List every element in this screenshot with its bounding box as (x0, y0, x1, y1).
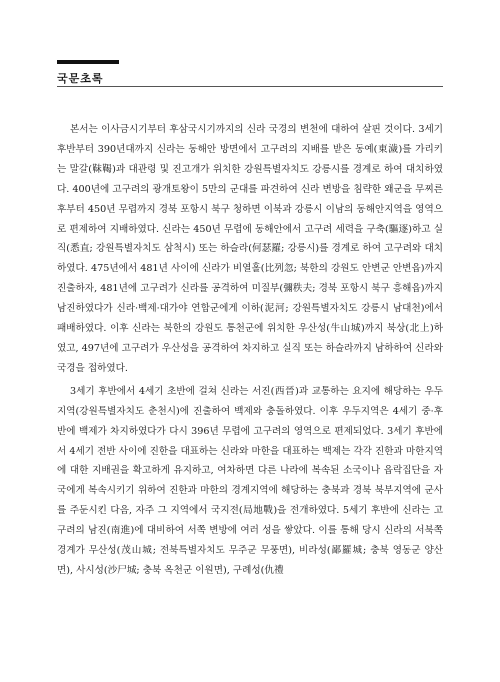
section-heading: 국문초록 (57, 72, 104, 85)
abstract-body (57, 120, 443, 581)
paragraph-1: 본서는 이사금시기부터 후삼국시기까지의 신라 국경의 변천에 대하여 살핀 것이다. 3세기 후반부터 390년대까지 신라는 동해안 방면에서 고구려의 지배를 받은 동예(東濊)를 가리키는 말갈(靺鞨)과 대관령 및 진고개가 위치한 강원특별자치도 강릉시를 경계로 하여 대치하였다. 400년에 고구려의 광개토왕이 5만의 군대를 파견하여 신라 변방을 침략한 왜군을 무찌른 후부터 450년 무렵까지 경북 포항시 북구 청하면 이북과 강릉시 이남의 동해안지역을 영역으로 편제하여 지배하였다. 신라는 450년 무렵에 동해안에서 고구려 세력을 구축(驅逐)하고 실직(悉直; 강원특별자치도 삼척시) 또는 하슬라(何瑟羅; 강릉시)를 경계로 하여 고구려와 대치하였다. 475년에서 481년 사이에 신라가 비열홀(比列忽; 북한의 강원도 안변군 안변읍)까지 진출하자, 481년에 고구려가 신라를 공격하여 미질부(彌秩夫; 경북 포항시 북구 흥해읍)까지 남진하였다가 신라·백제·대가야 연합군에게 이하(泥河; 강원특별자치도 강릉시 남대천)에서 패배하였다. 이후 신라는 북한의 강원도 통천군에 위치한 우산성(牛山城)까지 북상(北上)하였고, 497년에 고구려가 우산성을 공격하여 차지하고 실직 또는 하슬라까지 남하하여 신라와 국경을 접하였다. (57, 124, 443, 374)
paragraph-2: 3세기 후반에서 4세기 초반에 걸쳐 신라는 서진(西晉)과 교통하는 요지에 해당하는 우두지역(강원특별자치도 춘천시)에 진출하여 백제와 충돌하였다. 이후 우두지역은 4세기 중·후반에 백제가 차지하였다가 다시 396년 무렵에 고구려의 영역으로 편제되었다. 3세기 후반에서 4세기 전반 사이에 진한을 대표하는 신라와 마한을 대표하는 백제는 각각 진한과 마한지역에 대한 지배권을 확고하게 유지하고, 여차하면 다른 나라에 복속된 소국이나 읍락집단을 자국에게 복속시키기 위하여 진한과 마한의 경계지역에 해당하는 충북과 경북 북부지역에 군사를 주둔시킨 다음, 자주 그 지역에서 국지전(局地戰)을 전개하였다. 5세기 후반에 신라는 고구려의 남진(南進)에 대비하여 서쪽 변방에 여러 성을 쌓았다. 이를 통해 당시 신라의 서북쪽 경계가 무산성(茂山城; 전북특별자치도 무주군 무풍면), 비라성(鄙羅城; 충북 영동군 양산면), 사시성(沙尸城; 충북 옥천군 이원면), 구례성(仇禮 (57, 385, 443, 576)
header-accent-bar (57, 60, 119, 64)
heading-divider (57, 86, 443, 87)
